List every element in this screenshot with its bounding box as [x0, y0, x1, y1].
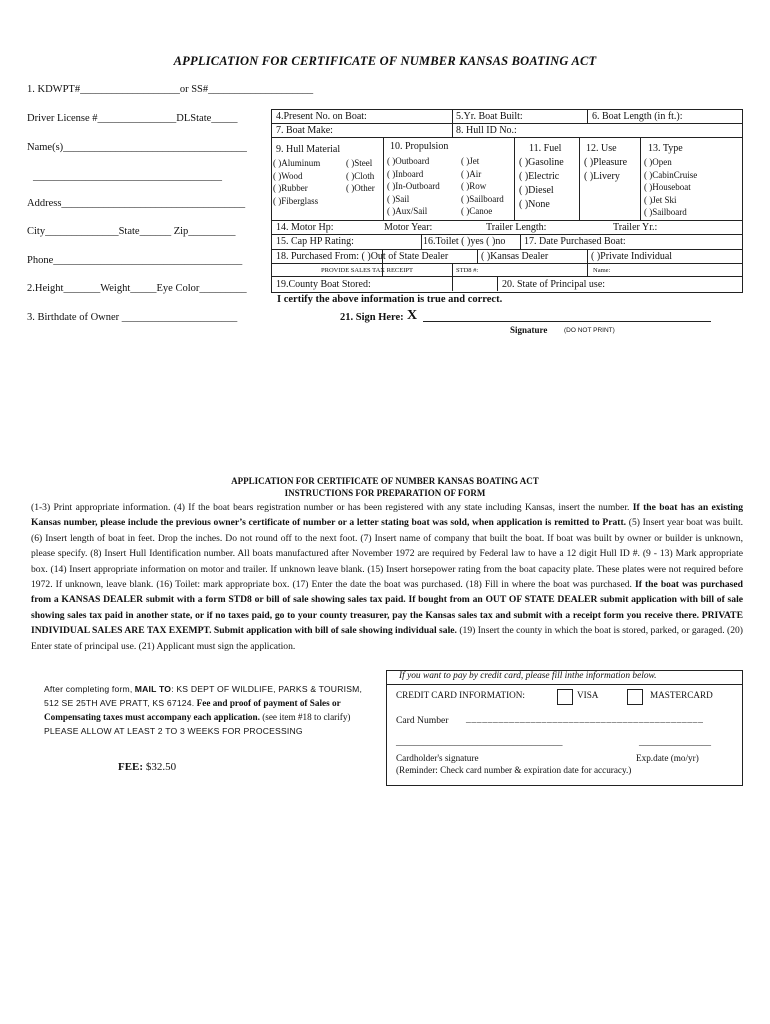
option-pleasure[interactable]: ( )Pleasure	[584, 157, 628, 168]
use-label: 12. Use	[586, 143, 617, 154]
credit-card-header: If you want to pay by credit card, please fill inthe information below.	[399, 671, 657, 681]
mastercard-label: MASTERCARD	[650, 690, 713, 700]
option-outboard[interactable]: ( )Outboard	[387, 156, 430, 166]
instr-p1: (1-3) Print appropriate information. (4) If the boat bears registration number or has been registered with any state including Kansas, insert the number.	[31, 502, 630, 513]
sign-here-label: 21. Sign Here:	[340, 312, 404, 323]
option-cabincruise[interactable]: ( )CabinCruise	[644, 169, 698, 180]
propulsion-label: 10. Propulsion	[390, 141, 449, 152]
trailer-yr-field[interactable]: Trailer Yr.:	[613, 222, 658, 233]
signature-line[interactable]	[423, 321, 711, 322]
option-steel[interactable]: ( )Steel	[346, 158, 373, 168]
signature-label: Signature	[510, 325, 548, 335]
option-inboard[interactable]: ( )Inboard	[387, 168, 424, 179]
use-options[interactable]	[584, 156, 627, 184]
yr-built-field[interactable]: 5.Yr. Boat Built:	[456, 111, 523, 122]
birthdate-field[interactable]: 3. Birthdate of Owner ______________________	[27, 312, 238, 323]
option-air[interactable]: ( )Air	[461, 168, 482, 179]
cardholder-signature-label: Cardholder's signature	[396, 753, 479, 763]
boat-make-field[interactable]: 7. Boat Make:	[276, 125, 333, 136]
option-other[interactable]: ( )Other	[346, 183, 375, 193]
option-diesel[interactable]: ( )Diesel	[519, 185, 554, 196]
card-number-label: Card Number	[396, 715, 449, 726]
option-electric[interactable]: ( )Electric	[519, 171, 560, 182]
visa-label: VISA	[577, 690, 599, 700]
county-stored-field[interactable]: 19.County Boat Stored:	[276, 279, 371, 290]
exp-date-field[interactable]: ________________	[639, 737, 711, 747]
card-number-field[interactable]: ____________________________________________	[466, 714, 704, 725]
state-principal-field[interactable]: 20. State of Principal use:	[502, 279, 606, 290]
phone-field[interactable]: Phone____________________________________	[27, 255, 243, 266]
fee-amount: FEE: $32.50	[118, 761, 177, 773]
instr-p2: (5) Insert year boat was built. (6) Insert length of boat in feet. Drop the inches. Do not round off to the next foot. (7) Insert name of company that built the boat. If boat was built by owner or builder is unknown, please specify. (8) Insert Hull Identification number. All boats manufactured after November 1972 are required by Federal law to have a 12 digit Hull ID #. (9 - 13) Mark appropriate box. (14) Insert appropriate information on motor and trailer. If unknown leave blank. (15) Insert horsepower rating from the boat capacity plate. These plates were not required before 1972. If unknown, leave blank. (16) Toilet: mark appropriate box. (17) Enter the date the boat was purchased. (18) Fill in where the boat was purchased.	[31, 517, 744, 591]
boat-length-field[interactable]: 6. Boat Length (in ft.):	[592, 111, 683, 122]
date-purchased-field[interactable]: 17. Date Purchased Boat:	[524, 236, 626, 247]
kansas-dealer-option[interactable]: ( )Kansas Dealer	[481, 251, 549, 262]
fuel-options[interactable]	[519, 156, 564, 212]
option-sail[interactable]: ( )Sail	[387, 193, 410, 204]
type-label: 13. Type	[648, 143, 683, 154]
option-wood[interactable]: ( )Wood	[273, 170, 303, 181]
names-field-line2[interactable]: ____________________________________	[33, 171, 222, 182]
instructions-subtitle: INSTRUCTIONS FOR PREPARATION OF FORM	[284, 488, 486, 498]
private-individual-option[interactable]: ( )Private Individual	[591, 251, 673, 262]
option-sailboard[interactable]: ( )Sailboard	[461, 193, 504, 204]
option-jet[interactable]: ( )Jet	[461, 156, 480, 166]
driver-license-field[interactable]: Driver License #_______________DLState_____	[27, 113, 238, 124]
option-aluminum[interactable]: ( )Aluminum	[273, 158, 321, 168]
option-none[interactable]: ( )None	[519, 199, 550, 210]
option-gasoline[interactable]: ( )Gasoline	[519, 157, 564, 168]
cardholder-signature-field[interactable]: _____________________________________	[396, 737, 563, 747]
city-state-zip-field[interactable]: City______________State______ Zip_________	[27, 226, 236, 237]
option-canoe[interactable]: ( )Canoe	[461, 206, 493, 216]
purchased-from-field[interactable]: 18. Purchased From: ( )Out of State Dealer	[276, 251, 449, 262]
type-options[interactable]	[644, 156, 697, 219]
reminder-note: (Reminder: Check card number & expiration date for accuracy.)	[396, 765, 632, 775]
sales-tax-receipt-note: PROVIDE SALES TAX RECEIPT	[321, 267, 413, 274]
sign-x-mark: X	[407, 308, 418, 323]
motor-year-field[interactable]: Motor Year:	[384, 222, 433, 233]
kdwpt-ss-field[interactable]: 1. KDWPT#___________________or SS#____________________	[27, 84, 314, 95]
names-field[interactable]: Name(s)___________________________________	[27, 142, 247, 153]
address-field[interactable]: Address___________________________________	[27, 198, 246, 209]
option-rubber[interactable]: ( )Rubber	[273, 183, 308, 193]
fuel-label: 11. Fuel	[529, 143, 562, 154]
hull-material-options-b[interactable]	[346, 157, 375, 195]
option-livery[interactable]: ( )Livery	[584, 171, 620, 182]
form-title: APPLICATION FOR CERTIFICATE OF NUMBER KANSAS BOATING ACT	[173, 54, 597, 68]
mail-instructions: After completing form, MAIL TO: KS DEPT OF WILDLIFE, PARKS & TOURISM, 512 SE 25TH AVE PRATT, KS 67124. Fee and proof of payment of Sales or Compensating taxes must accompany each application. (see item #18 to clarify) PLEASE ALLOW AT LEAST 2 TO 3 WEEKS FOR PROCESSING	[44, 684, 363, 736]
hull-material-label: 9. Hull Material	[276, 144, 341, 155]
exp-date-label: Exp.date (mo/yr)	[636, 753, 699, 763]
instr-b1: If the boat has an existing Kansas number, please include the previous owner’s certificate of number or a letter stating boat was sold, when application is remitted to Pratt.	[31, 502, 743, 529]
propulsion-options-a[interactable]	[387, 155, 440, 218]
trailer-length-field[interactable]: Trailer Length:	[486, 222, 547, 233]
hull-id-field[interactable]: 8. Hull ID No.:	[456, 125, 517, 136]
mastercard-checkbox[interactable]	[627, 689, 643, 705]
toilet-field[interactable]: 16.Toilet ( )yes ( )no	[423, 236, 506, 247]
certify-statement: I certify the above information is true and correct.	[277, 294, 503, 305]
option-houseboat[interactable]: ( )Houseboat	[644, 182, 691, 192]
option-aux-sail[interactable]: ( )Aux/Sail	[387, 206, 428, 216]
hull-material-options-a[interactable]	[273, 157, 320, 207]
instr-p3: (19) Insert the county in which the boat is stored, parked, or garaged. (20) Enter state of principal use. (21) Applicant must sign the application.	[31, 625, 743, 652]
credit-card-info-label: CREDIT CARD INFORMATION:	[396, 690, 525, 700]
std8-field[interactable]: STD8 #:	[456, 267, 479, 274]
motor-hp-field[interactable]: 14. Motor Hp:	[276, 222, 334, 233]
visa-checkbox[interactable]	[557, 689, 573, 705]
option-jet-ski[interactable]: ( )Jet Ski	[644, 194, 677, 205]
option-type-sailboard[interactable]: ( )Sailboard	[644, 207, 687, 217]
option-fiberglass[interactable]: ( )Fiberglass	[273, 195, 319, 206]
propulsion-options-b[interactable]	[461, 155, 504, 218]
cap-hp-field[interactable]: 15. Cap HP Rating:	[276, 236, 354, 247]
present-no-field[interactable]: 4.Present No. on Boat:	[276, 111, 367, 122]
instructions-text	[31, 500, 743, 654]
instr-b2: If the boat was purchased from a KANSAS DEALER submit with a form STD8 or bill of sale showing sales tax paid. If bought from an OUT OF STATE DEALER submit application with bill of sale showing sales tax paid in another state, or if no taxes paid, go to your county treasurer, pay the Kansas sales tax and submit with a receipt form you receive there. PRIVATE INDIVIDUAL SALES ARE TAX EXEMPT. Submit application with bill of sale showing individual sale.	[31, 579, 743, 637]
instructions-title: APPLICATION FOR CERTIFICATE OF NUMBER KANSAS BOATING ACT	[231, 476, 539, 486]
option-cloth[interactable]: ( )Cloth	[346, 170, 375, 181]
height-weight-eye-field[interactable]: 2.Height_______Weight_____Eye Color_________	[27, 283, 247, 294]
option-in-outboard[interactable]: ( )In-Outboard	[387, 181, 440, 191]
option-open[interactable]: ( )Open	[644, 157, 672, 167]
option-row[interactable]: ( )Row	[461, 181, 487, 191]
name-small-field[interactable]: Name:	[593, 267, 611, 274]
do-not-print-note: (DO NOT PRINT)	[564, 327, 615, 334]
